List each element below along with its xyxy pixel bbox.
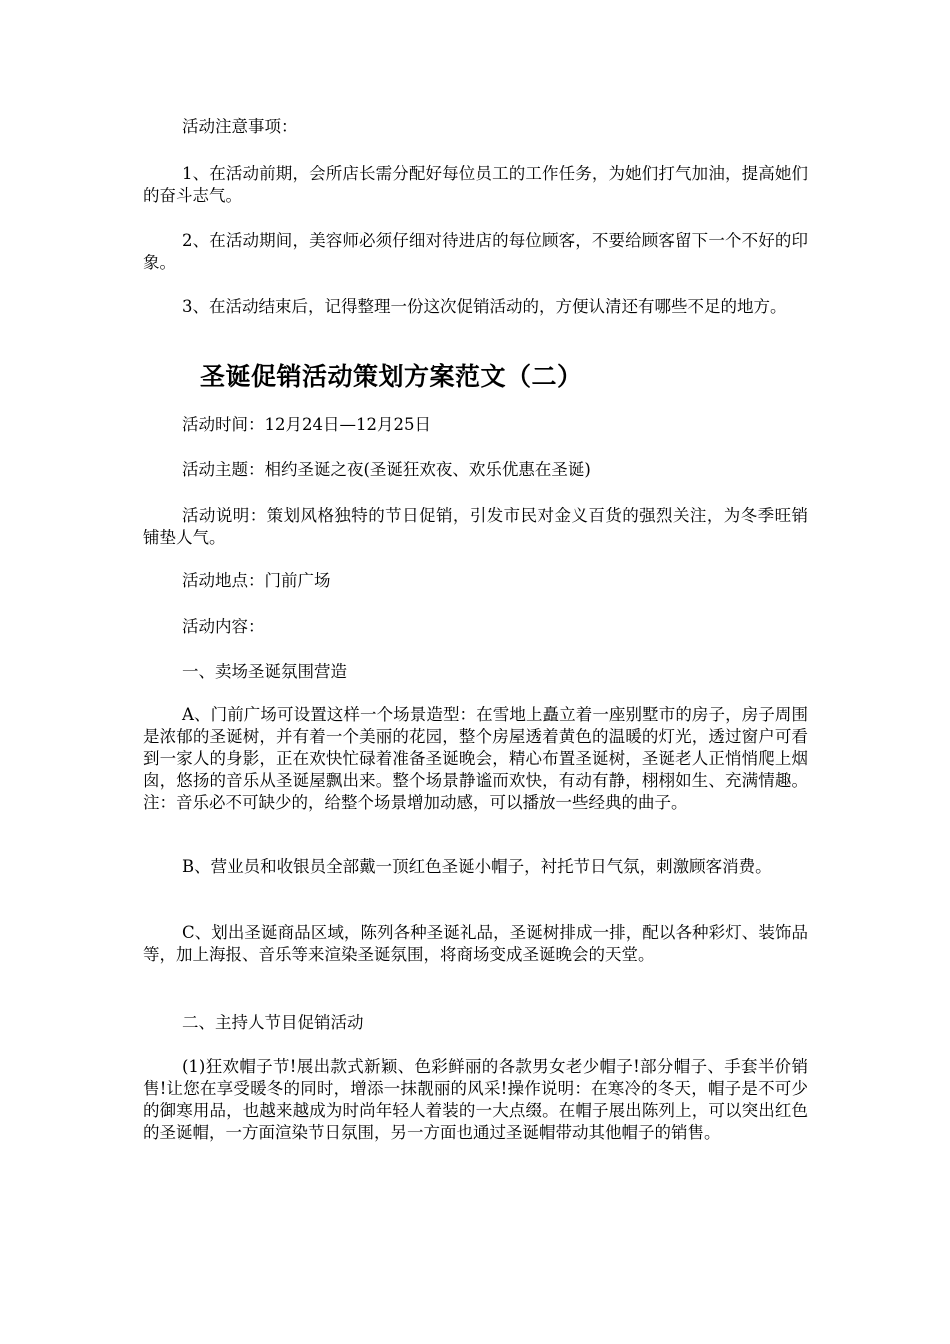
activity-theme: 活动主题：相约圣诞之夜(圣诞狂欢夜、欢乐优惠在圣诞) [182, 460, 591, 479]
section-heading: 圣诞促销活动策划方案范文（二） [200, 362, 583, 391]
activity-description: 活动说明：策划风格独特的节日促销，引发市民对金义百货的强烈关注，为冬季旺销铺垫人气。 [143, 506, 808, 547]
notes-title: 活动注意事项： [182, 117, 298, 136]
part1-item-b: B、营业员和收银员全部戴一顶红色圣诞小帽子，衬托节日气氛，刺激顾客消费。 [182, 857, 772, 876]
part2-title: 二、主持人节目促销活动 [182, 1013, 364, 1032]
part2-item-1: (1)狂欢帽子节!展出款式新颖、色彩鲜丽的各款男女老少帽子!部分帽子、手套半价销售!让您在享受暖冬的同时，增添一抹靓丽的风采!操作说明：在寒冷的冬天，帽子是不可少的御寒用品，也越来越成为时尚年轻人着装的一大点缀。在帽子展出陈列上，可以突出红色的圣诞帽，一方面渲染节日氛围，另一方面也通过圣诞帽带动其他帽子的销售。 [143, 1057, 808, 1142]
notes-item-2: 2、在活动期间，美容师必须仔细对待进店的每位顾客，不要给顾客留下一个不好的印象。 [143, 231, 808, 272]
part1-title: 一、卖场圣诞氛围营造 [182, 662, 347, 681]
notes-item-3: 3、在活动结束后，记得整理一份这次促销活动的，方便认清还有哪些不足的地方。 [182, 297, 787, 316]
activity-content-title: 活动内容： [182, 617, 265, 636]
part1-item-a: A、门前广场可设置这样一个场景造型：在雪地上矗立着一座别墅市的房子，房子周围是浓郁的圣诞树，并有着一个美丽的花园，整个房屋透着黄色的温暖的灯光，透过窗户可看到一家人的身影，正在欢快忙碌着准备圣诞晚会，精心布置圣诞树，圣诞老人正悄悄爬上烟囱，悠扬的音乐从圣诞屋飘出来。整个场景静谧而欢快，有动有静，栩栩如生、充满情趣。注：音乐必不可缺少的，给整个场景增加动感，可以播放一些经典的曲子。 [143, 705, 808, 812]
part1-item-c: C、划出圣诞商品区域，陈列各种圣诞礼品，圣诞树排成一排，配以各种彩灯、装饰品等，加上海报、音乐等来渲染圣诞氛围，将商场变成圣诞晚会的天堂。 [143, 923, 808, 964]
activity-time: 活动时间：12月24日—12月25日 [182, 415, 431, 434]
notes-item-1: 1、在活动前期，会所店长需分配好每位员工的工作任务，为她们打气加油，提高她们的奋斗志气。 [143, 164, 808, 205]
activity-location: 活动地点：门前广场 [182, 571, 331, 590]
